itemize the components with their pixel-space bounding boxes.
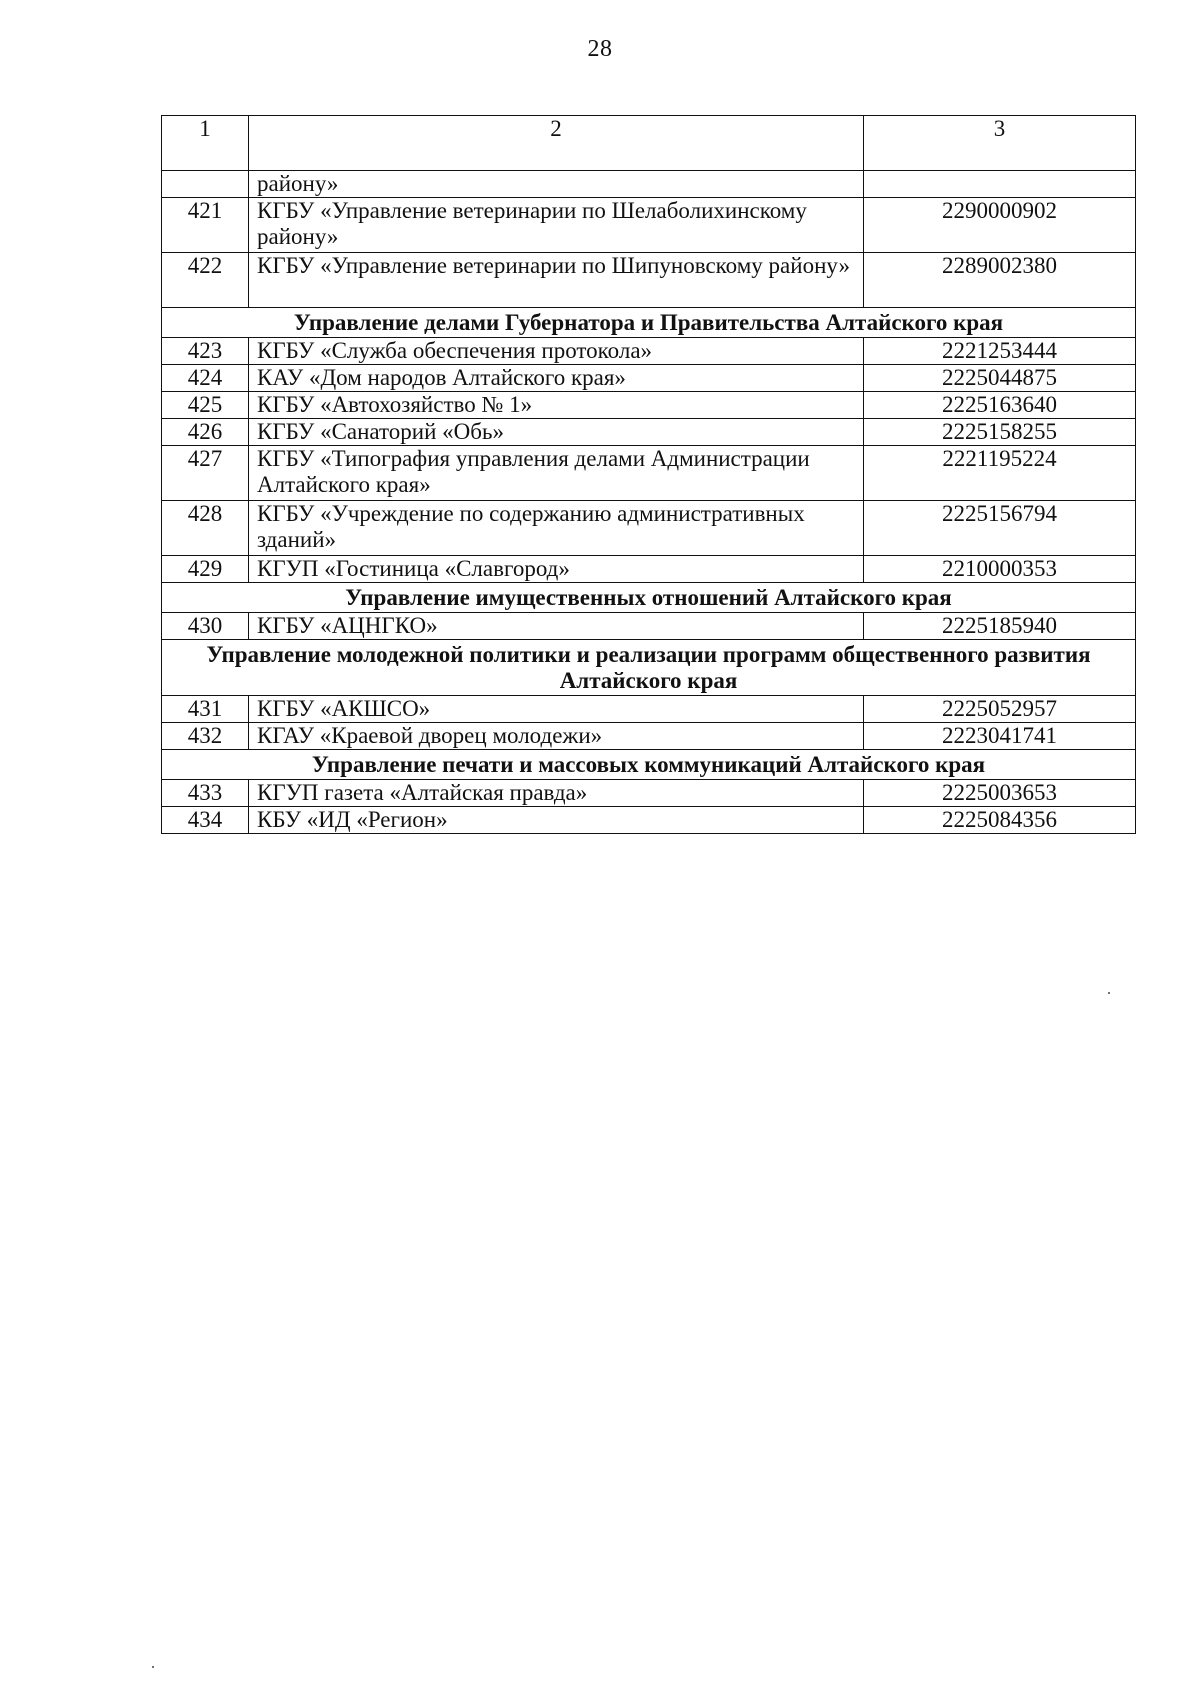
table-row	[162, 613, 1136, 640]
organization-name: КГБУ «Типография управления делами Администрации Алтайского края»	[249, 446, 864, 501]
organization-name: КГБУ «Управление ветеринарии по Шипуновскому району»	[249, 253, 864, 308]
inn-code: 2289002380	[864, 253, 1136, 308]
organization-name: КГУП газета «Алтайская правда»	[249, 780, 864, 807]
row-number: 426	[162, 419, 249, 446]
inn-code: 2225052957	[864, 696, 1136, 723]
scan-speck	[1108, 992, 1110, 994]
organization-name: КГБУ «Санаторий «Обь»	[249, 419, 864, 446]
column-header-inn: 3	[864, 116, 1136, 171]
organization-name: КГАУ «Краевой дворец молодежи»	[249, 723, 864, 750]
section-header-row	[162, 640, 1136, 696]
organization-name: КБУ «ИД «Регион»	[249, 807, 864, 834]
inn-code: 2290000902	[864, 198, 1136, 253]
row-number: 425	[162, 392, 249, 419]
organization-name: КАУ «Дом народов Алтайского края»	[249, 365, 864, 392]
table-row	[162, 171, 1136, 198]
table-row	[162, 723, 1136, 750]
table-row	[162, 365, 1136, 392]
table-row	[162, 807, 1136, 834]
column-header-number: 1	[162, 116, 249, 171]
table-row	[162, 446, 1136, 501]
inn-code: 2221195224	[864, 446, 1136, 501]
row-number: 423	[162, 338, 249, 365]
row-number: 427	[162, 446, 249, 501]
section-title: Управление молодежной политики и реализации программ общественного развития Алтайского края	[162, 640, 1136, 696]
section-header-row	[162, 750, 1136, 780]
section-title: Управление имущественных отношений Алтайского края	[162, 583, 1136, 613]
table-row	[162, 556, 1136, 583]
table-row	[162, 780, 1136, 807]
row-number: 431	[162, 696, 249, 723]
row-number: 432	[162, 723, 249, 750]
row-number: 434	[162, 807, 249, 834]
organization-name: КГБУ «Управление ветеринарии по Шелаболихинскому району»	[249, 198, 864, 253]
organization-name: КГБУ «Автохозяйство № 1»	[249, 392, 864, 419]
row-number: 430	[162, 613, 249, 640]
row-number: 433	[162, 780, 249, 807]
organization-name: району»	[249, 171, 864, 198]
column-header-name: 2	[249, 116, 864, 171]
inn-code: 2225163640	[864, 392, 1136, 419]
table-row	[162, 501, 1136, 556]
inn-code: 2225185940	[864, 613, 1136, 640]
row-number: 428	[162, 501, 249, 556]
inn-code: 2225156794	[864, 501, 1136, 556]
organization-name: КГБУ «Учреждение по содержанию административных зданий»	[249, 501, 864, 556]
registry-table	[161, 115, 1136, 834]
table-row	[162, 198, 1136, 253]
table-row	[162, 253, 1136, 308]
section-header-row	[162, 308, 1136, 338]
row-number	[162, 171, 249, 198]
inn-code: 2225084356	[864, 807, 1136, 834]
inn-code: 2221253444	[864, 338, 1136, 365]
inn-code: 2225158255	[864, 419, 1136, 446]
row-number: 429	[162, 556, 249, 583]
table-header-row	[162, 116, 1136, 171]
row-number: 424	[162, 365, 249, 392]
table-row	[162, 696, 1136, 723]
organization-name: КГБУ «АЦНГКО»	[249, 613, 864, 640]
inn-code	[864, 171, 1136, 198]
inn-code: 2210000353	[864, 556, 1136, 583]
inn-code: 2223041741	[864, 723, 1136, 750]
section-header-row	[162, 583, 1136, 613]
organization-name: КГУП «Гостиница «Славгород»	[249, 556, 864, 583]
section-title: Управление печати и массовых коммуникаций Алтайского края	[162, 750, 1136, 780]
scan-speck	[152, 1666, 154, 1668]
row-number: 421	[162, 198, 249, 253]
organization-name: КГБУ «АКШСО»	[249, 696, 864, 723]
table-row	[162, 419, 1136, 446]
table-row	[162, 338, 1136, 365]
inn-code: 2225003653	[864, 780, 1136, 807]
organization-name: КГБУ «Служба обеспечения протокола»	[249, 338, 864, 365]
inn-code: 2225044875	[864, 365, 1136, 392]
page-number: 28	[587, 36, 613, 62]
section-title: Управление делами Губернатора и Правительства Алтайского края	[162, 308, 1136, 338]
row-number: 422	[162, 253, 249, 308]
table-row	[162, 392, 1136, 419]
